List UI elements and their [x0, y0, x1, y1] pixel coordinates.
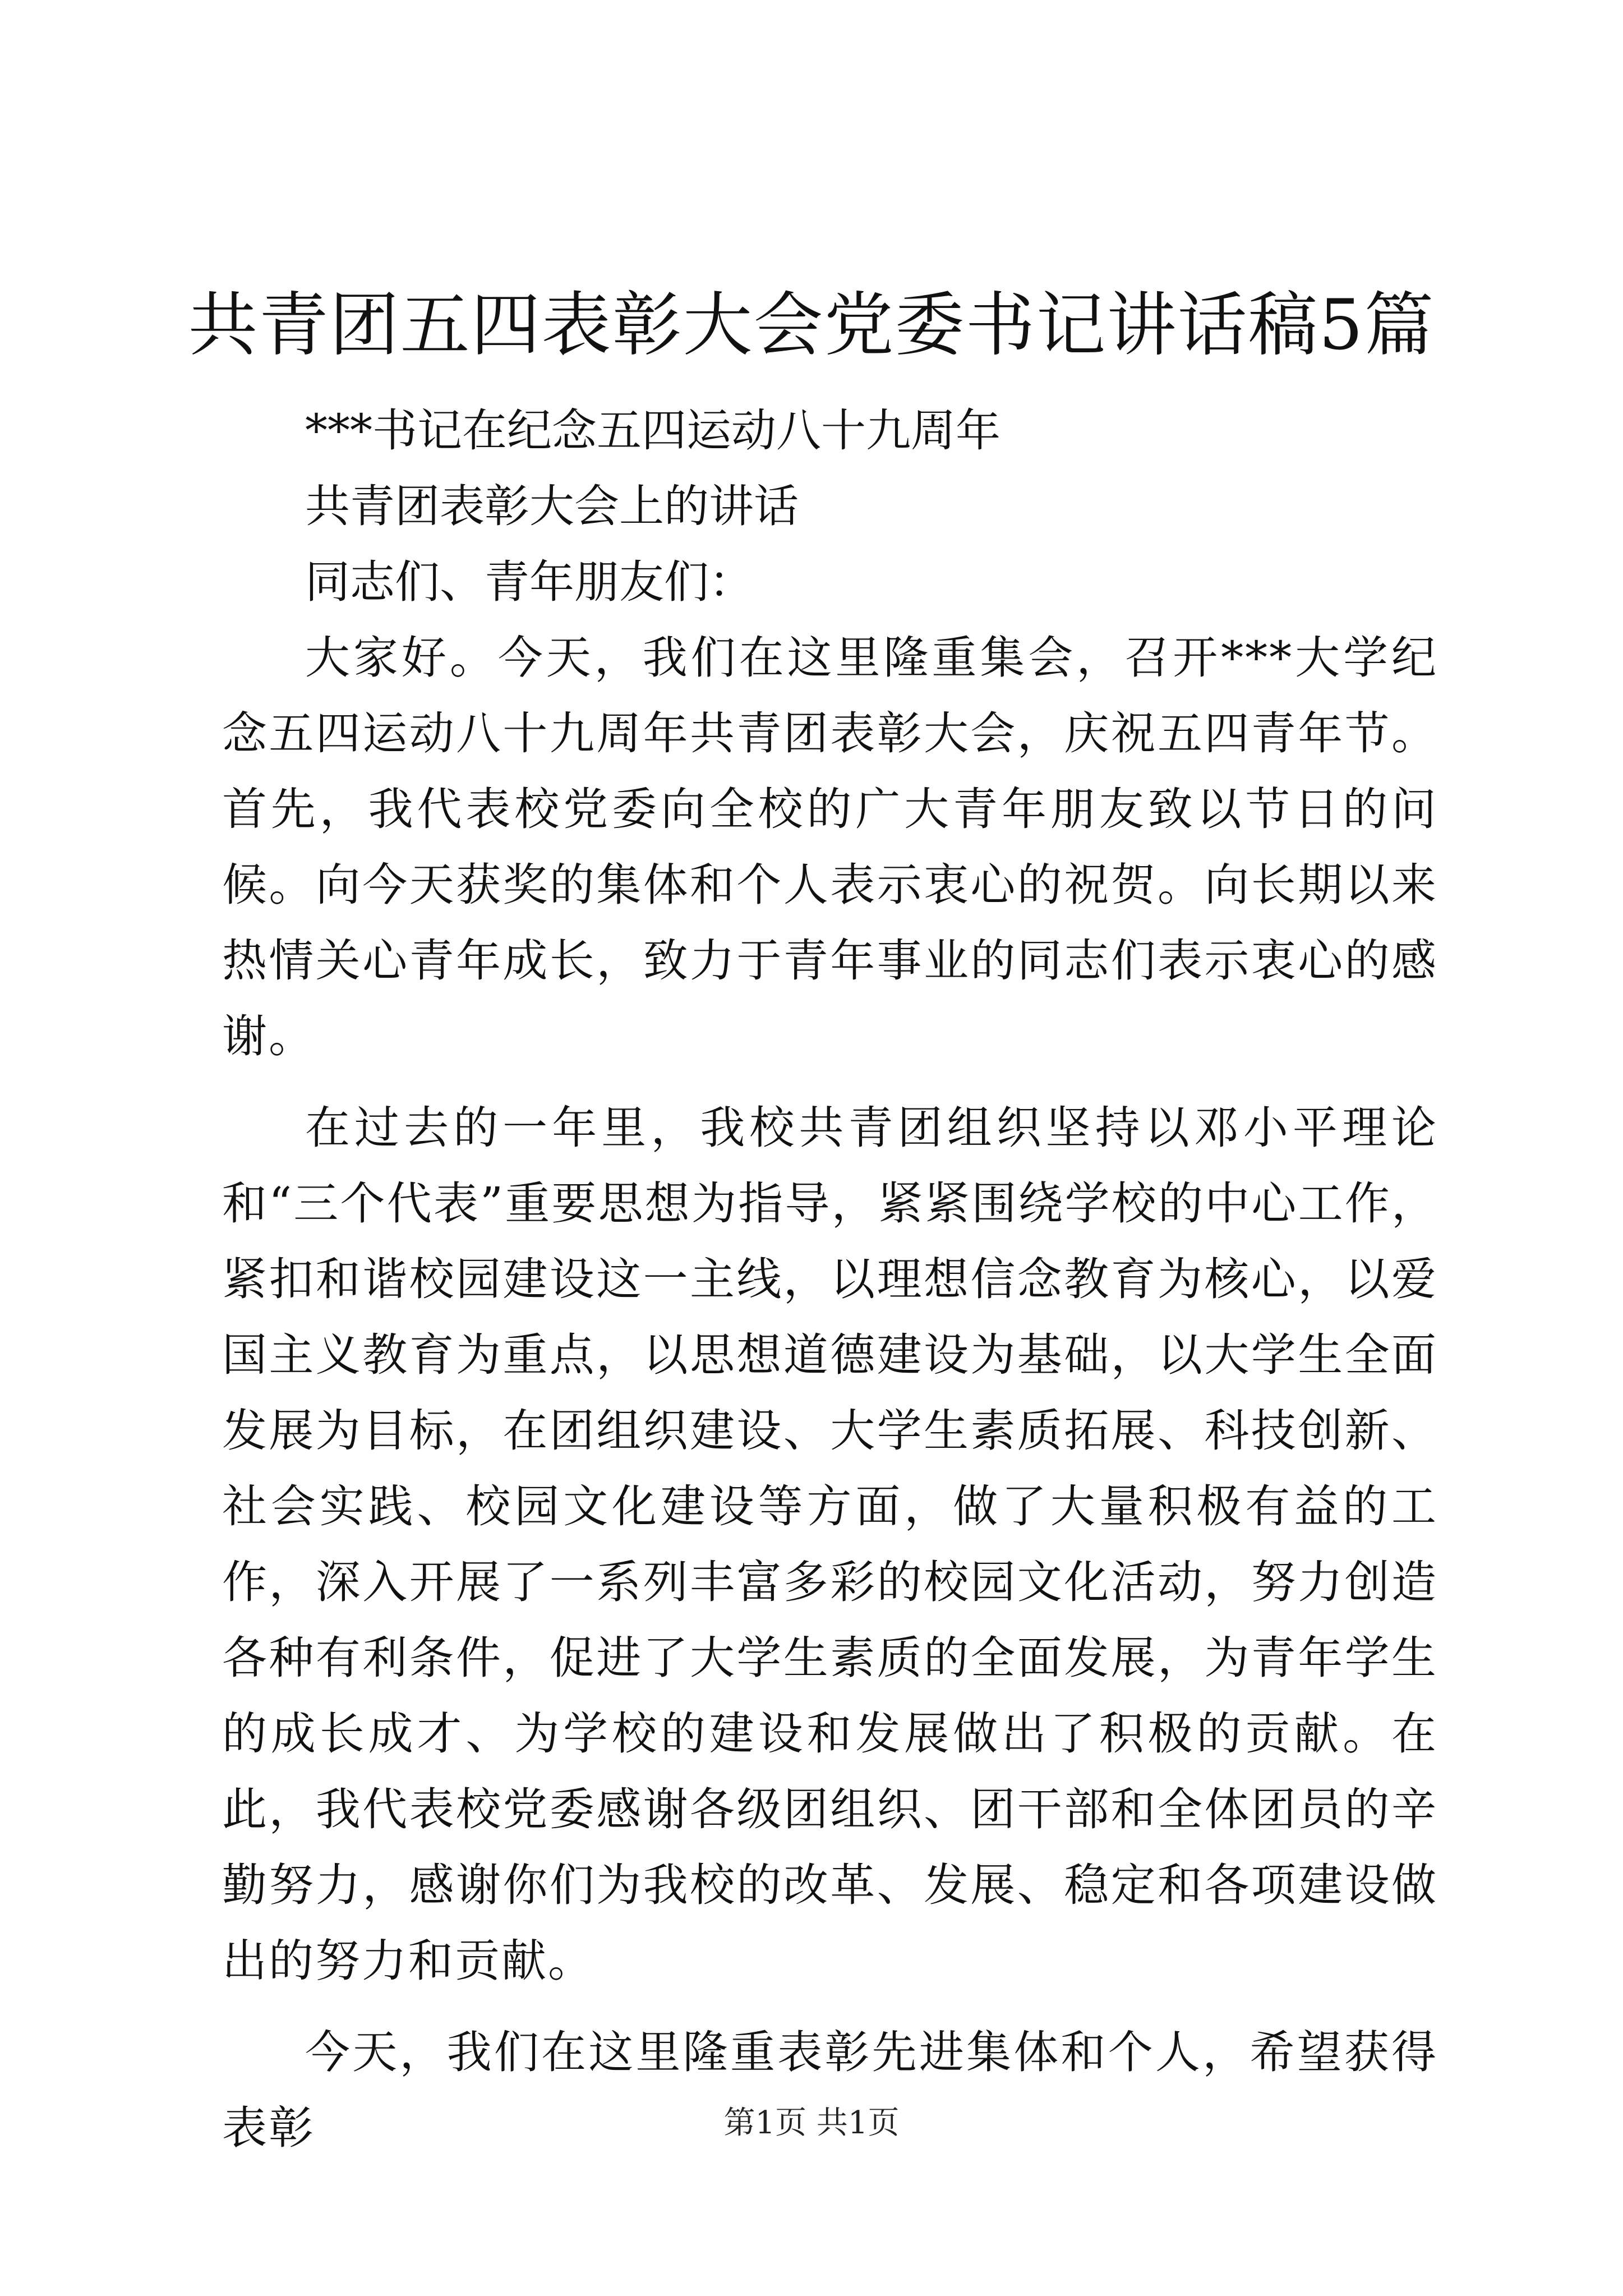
salutation: 同志们、青年朋友们：: [305, 556, 754, 608]
document-title: 共青团五四表彰大会党委书记讲话稿5篇: [188, 285, 1435, 366]
heading-line-1: ***书记在纪念五四运动八十九周年: [305, 404, 1000, 457]
paragraph-2: 在过去的一年里，我校共青团组织坚持以邓小平理论和“三个代表”重要思想为指导，紧紧围绕学校的中心工作，紧扣和谐校园建设这一主线，以理想信念教育为核心，以爱国主义教育为重点，以思想道德建设为基础，以大学生全面发展为目标，在团组织建设、大学生素质拓展、科技创新、社会实践、校园文化建设等方面，做了大量积极有益的工作，深入开展了一系列丰富多彩的校园文化活动，努力创造各种有利条件，促进了大学生素质的全面发展，为青年学生的成长成才、为学校的建设和发展做出了积极的贡献。在此，我代表校党委感谢各级团组织、团干部和全体团员的辛勤努力，感谢你们为我校的改革、发展、稳定和各项建设做出的努力和贡献。: [222, 1102, 1438, 1987]
paragraph-1: 大家好。今天，我们在这里隆重集会，召开***大学纪念五四运动八十九周年共青团表彰大会，庆祝五四青年节。首先，我代表校党委向全校的广大青年朋友致以节日的问候。向今天获奖的集体和个人表示衷心的祝贺。向长期以来热情关心青年成长，致力于青年事业的同志们表示衷心的感谢。: [222, 632, 1438, 1062]
document-body: [222, 393, 1438, 2166]
paragraph-3: 今天，我们在这里隆重表彰先进集体和个人，希望获得表彰: [222, 2026, 1438, 2154]
heading-line-2: 共青团表彰大会上的讲话: [305, 480, 799, 532]
page-footer: 第1页 共1页: [723, 2105, 900, 2141]
